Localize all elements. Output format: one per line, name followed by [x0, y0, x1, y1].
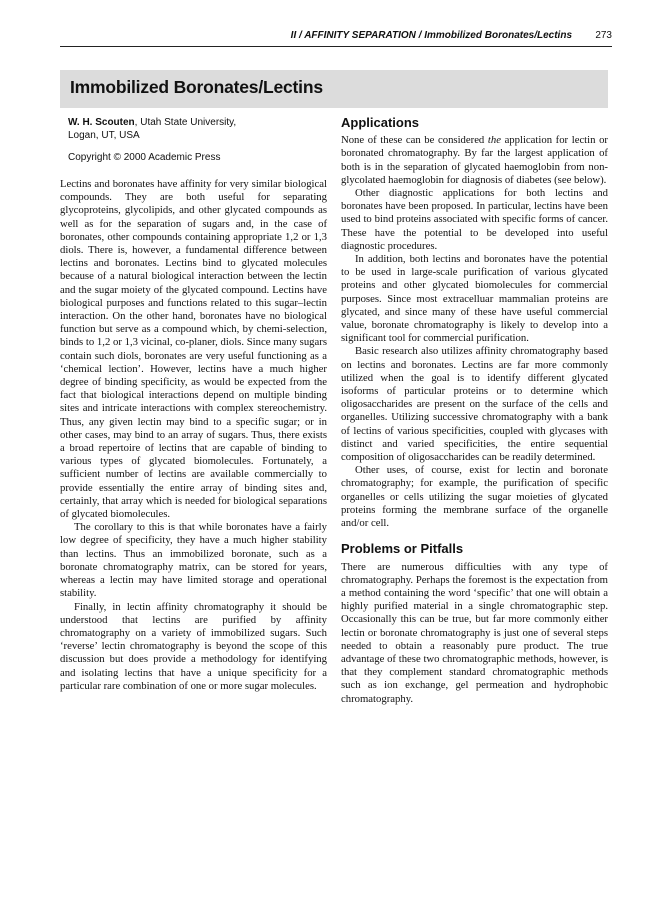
applications-paragraph-4: Basic research also utilizes affinity chromatography based on lectins and boronates. Lectins are far more commonly utilized when the goal is to identify different glycated isoforms of particular proteins or to determine which oligosaccharides are present on the surface of the cells and organelles. Utilizing successive chromatography with a bank of lectins of various specificities, coupled with glycases with distinct and varied specificities, the entire sequential composition of oligosaccharides can be readily determined. — [341, 345, 608, 464]
running-head — [60, 28, 612, 44]
page-number: 273 — [595, 30, 612, 41]
article-title: Immobilized Boronates/Lectins — [70, 77, 323, 97]
title-band — [60, 70, 608, 108]
app-p1-text-b: application for lectin or boronated chromatography. By far the largest application of both is in the separation of glycated haemoglobin from non-glycolated haemoglobin for diagnosis of diabetes (see below). — [341, 134, 608, 186]
copyright-notice: Copyright © 2000 Academic Press — [68, 152, 221, 163]
app-p1-text-a: None of these can be considered — [341, 134, 488, 147]
author-location: Logan, UT, USA — [68, 130, 140, 141]
author-name: W. H. Scouten — [68, 117, 135, 128]
author-line — [68, 116, 327, 129]
header-rule — [60, 46, 612, 47]
reverse-chromatography-paragraph: Finally, in lectin affinity chromatography it should be understood that lectins are purified by affinity chromatography on a variety of immobilized sugars. Such ‘reverse’ lectin chromatography is beyond the scope of this discussion but does provide a methodology for identifying and isolating lectins that have a unique specificity for a particular rare combination of one or more sugar molecules. — [60, 600, 327, 692]
app-p1-emphasis: the — [487, 134, 501, 147]
corollary-paragraph: The corollary to this is that while boronates have a fairly low degree of specificity, they have a much higher stability than lectins. Thus an immobilized boronate, such as a boronate chromatography matrix, can be stored for years, whereas a lectin may have limited storage and operational stability. — [60, 521, 327, 600]
left-column — [60, 116, 327, 693]
applications-paragraph-2: Other diagnostic applications for both lectins and boronates have been proposed. In particular, lectins have been used to bind proteins associated with specific forms of cancer. These have the potential to be developed into useful diagnostic procedures. — [341, 187, 608, 252]
pitfalls-paragraph-1: There are numerous difficulties with any type of chromatography. Perhaps the foremost is the expectation from a method containing the word ‘specific’ that one will obtain a highly purified material in a single chromatographic step. Occasionally this can be true, but far more commonly either lectin or boronate chromatography is just one of several steps needed to obtain a reasonably pure product. The true advantage of these two chromatographic methods, however, is that they complement standard chromatographic methods such as ion exchange, gel permeation and hydrophobic chromatography. — [341, 560, 608, 705]
applications-paragraph-1 — [341, 134, 608, 187]
intro-paragraph: Lectins and boronates have affinity for very similar biological compounds. They are both useful for separating glycoproteins, glycolipids, and other glycated compounds as well as for the separation of sugars and, in the case of boronates, other compounds containing appropriate 1,2 or 1,3 diols. There is, however, a fundamental difference between lectins and boronates. Lectins bind to glycated molecules because of a natural biological interaction between the lectin and the sugar moiety of the glycated compound. Lectins have biological purposes and functions related to this sugar–lectin interaction. On the other hand, boronates have no biological function but serve as a compound which, by chemi-selection, binds to 1,2 or 1,3 vicinal, co-planer, diols. Since many sugars contain such diols, boronates are very useful functioning as a ‘chemical lection’. However, lectins have a much higher degree of binding specificity, as would be expected from the fact that biological interactions depend on multiple binding sites and intricate interactions with complex stereochemistry. Thus, any given lectin may bind to a specific sugar; or in other cases, may bind to an array of sugars. Thus, there exists a broad repertoire of lectins that are capable of binding to various types of glycated biomolecules. Fortunately, a sufficient number of lectins are available commercially to provide essentially the entire array of binding sites and, certainly, that array which is needed for biological separations of glycated biomolecules. — [60, 178, 327, 521]
pitfalls-heading: Problems or Pitfalls — [341, 541, 464, 557]
applications-paragraph-3: In addition, both lectins and boronates have the potential to be used in large-scale purification of various glycated proteins and other glycated biomolecules for commercial purposes. Since most extracelluar mammalian proteins are glycated, and since many of these have useful commercial value, boronate chromatography is likely to develop into a significant tool for commercial purification. — [341, 253, 608, 345]
applications-paragraph-5: Other uses, of course, exist for lectin and boronate chromatography; for example, the purification of specific organelles or cells utilizing the sugar moieties of glycated proteins forming the membrane surface of the organelle and/or cell. — [341, 464, 608, 530]
running-title: II / AFFINITY SEPARATION / Immobilized Boronates/Lectins — [290, 30, 572, 41]
author-affiliation: , Utah State University, — [134, 117, 237, 128]
applications-heading: Applications — [341, 115, 420, 130]
right-column — [341, 116, 608, 706]
